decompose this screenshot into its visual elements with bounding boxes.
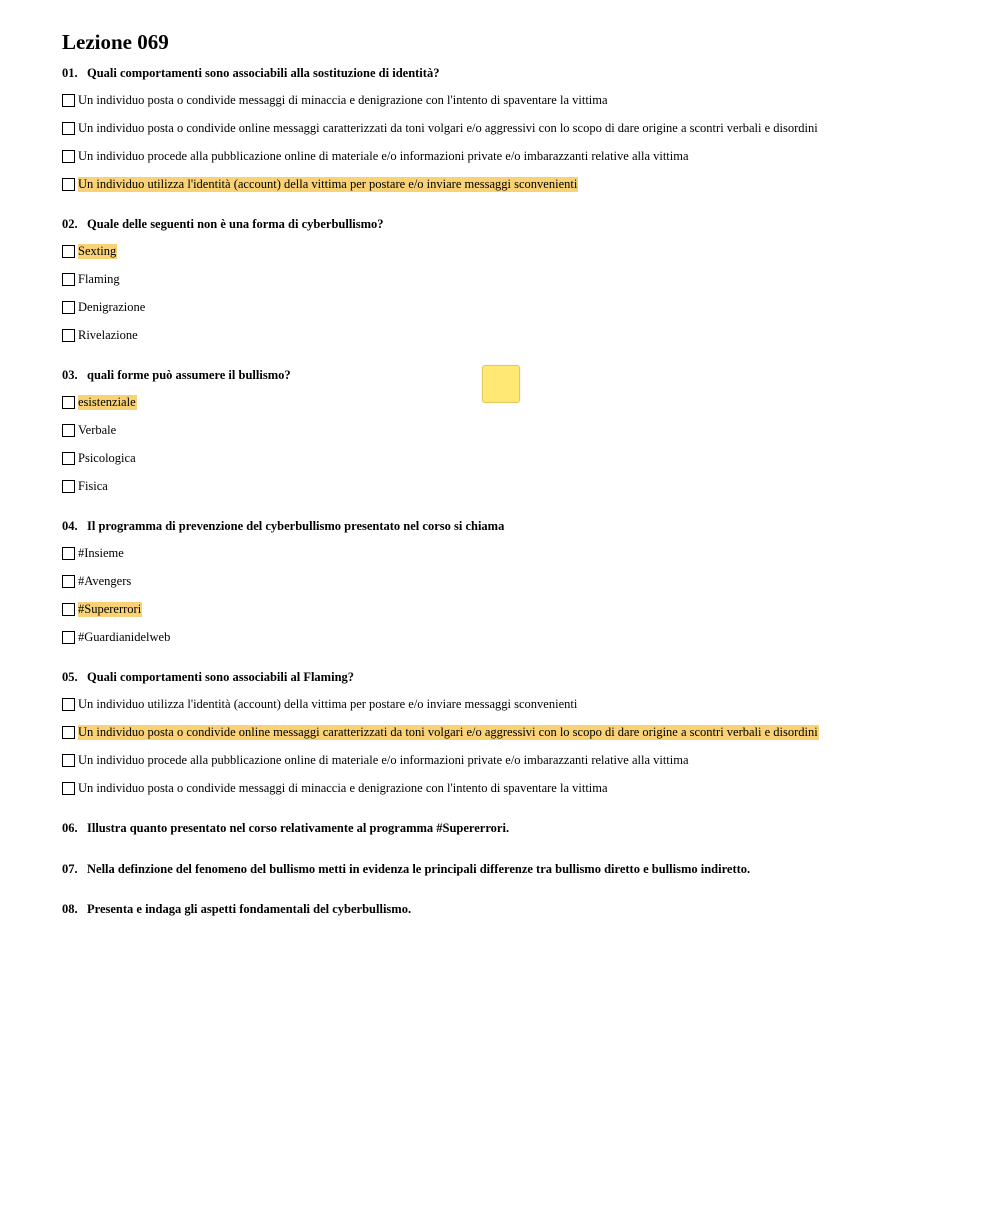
question-text xyxy=(62,861,750,877)
question-text xyxy=(62,216,384,232)
checkbox[interactable] xyxy=(62,754,75,767)
answer-label: Verbale xyxy=(78,422,117,437)
question-prompt: Nella definzione del fenomeno del bullismo metti in evidenza le principali differenze tra bullismo diretto e bullismo indiretto. xyxy=(87,862,751,876)
question-text xyxy=(62,518,504,534)
option-list xyxy=(62,388,291,500)
question-prompt: Il programma di prevenzione del cyberbullismo presentato nel corso si chiama xyxy=(87,519,505,533)
question-8 xyxy=(62,901,411,917)
checkbox[interactable] xyxy=(62,782,75,795)
answer-option[interactable] xyxy=(62,416,291,444)
checkbox[interactable] xyxy=(62,273,75,286)
checkbox[interactable] xyxy=(62,631,75,644)
question-number: 03. xyxy=(62,368,78,382)
checkbox[interactable] xyxy=(62,603,75,616)
checkbox[interactable] xyxy=(62,575,75,588)
question-prompt: Quale delle seguenti non è una forma di cyberbullismo? xyxy=(87,217,384,231)
highlighted-answer-label: #Supererrori xyxy=(78,601,142,616)
option-list xyxy=(62,237,384,349)
question-number: 05. xyxy=(62,670,78,684)
answer-option[interactable] xyxy=(62,472,291,500)
answer-label: Denigrazione xyxy=(78,299,146,314)
checkbox[interactable] xyxy=(62,245,75,258)
answer-label: Un individuo procede alla pubblicazione online di materiale e/o informazioni private e/o imbarazzanti relative alla vittima xyxy=(78,752,689,767)
question-prompt: quali forme può assumere il bullismo? xyxy=(87,368,291,382)
answer-option[interactable] xyxy=(62,114,819,142)
answer-option[interactable] xyxy=(62,293,384,321)
question-text xyxy=(62,901,411,917)
question-number: 04. xyxy=(62,519,78,533)
answer-label: Flaming xyxy=(78,271,120,286)
question-number: 06. xyxy=(62,821,78,835)
question-text xyxy=(62,669,819,685)
question-7 xyxy=(62,861,750,877)
answer-label: Fisica xyxy=(78,478,108,493)
question-5 xyxy=(62,669,819,802)
answer-label: #Insieme xyxy=(78,545,124,560)
answer-label: Rivelazione xyxy=(78,327,138,342)
question-4 xyxy=(62,518,504,651)
question-number: 07. xyxy=(62,862,78,876)
checkbox[interactable] xyxy=(62,698,75,711)
question-number: 02. xyxy=(62,217,78,231)
answer-option[interactable] xyxy=(62,690,819,718)
checkbox[interactable] xyxy=(62,480,75,493)
answer-option[interactable] xyxy=(62,567,504,595)
answer-label: Un individuo utilizza l'identità (account) della vittima per postare e/o inviare messaggi sconvenienti xyxy=(78,696,578,711)
checkbox[interactable] xyxy=(62,178,75,191)
question-3 xyxy=(62,367,291,500)
question-prompt: Quali comportamenti sono associabili al Flaming? xyxy=(87,670,355,684)
question-number: 01. xyxy=(62,66,78,80)
answer-option[interactable] xyxy=(62,388,291,416)
question-2 xyxy=(62,216,384,349)
answer-option[interactable] xyxy=(62,321,384,349)
answer-option[interactable] xyxy=(62,539,504,567)
checkbox[interactable] xyxy=(62,301,75,314)
answer-label: Psicologica xyxy=(78,450,136,465)
answer-option[interactable] xyxy=(62,623,504,651)
answer-label: Un individuo posta o condivide messaggi di minaccia e denigrazione con l'intento di spaventare la vittima xyxy=(78,92,608,107)
highlighted-answer-label: Sexting xyxy=(78,243,117,258)
answer-option[interactable] xyxy=(62,718,819,746)
question-text xyxy=(62,65,819,81)
highlighted-answer-label: esistenziale xyxy=(78,394,136,409)
answer-option[interactable] xyxy=(62,170,819,198)
checkbox[interactable] xyxy=(62,547,75,560)
answer-label: #Avengers xyxy=(78,573,132,588)
page-title: Lezione 069 xyxy=(62,30,169,54)
answer-label: #Guardianidelweb xyxy=(78,629,171,644)
question-6 xyxy=(62,820,509,836)
question-number: 08. xyxy=(62,902,78,916)
document-page xyxy=(62,30,962,916)
option-list xyxy=(62,539,504,651)
question-prompt: Illustra quanto presentato nel corso relativamente al programma #Supererrori. xyxy=(87,821,510,835)
sticky-note-icon[interactable] xyxy=(482,365,520,403)
answer-option[interactable] xyxy=(62,444,291,472)
question-text xyxy=(62,820,509,836)
checkbox[interactable] xyxy=(62,150,75,163)
question-prompt: Quali comportamenti sono associabili alla sostituzione di identità? xyxy=(87,66,440,80)
question-text xyxy=(62,367,291,383)
answer-option[interactable] xyxy=(62,86,819,114)
checkbox[interactable] xyxy=(62,329,75,342)
answer-option[interactable] xyxy=(62,142,819,170)
highlighted-answer-label: Un individuo utilizza l'identità (account) della vittima per postare e/o inviare messaggi sconvenienti xyxy=(78,176,578,191)
checkbox[interactable] xyxy=(62,424,75,437)
answer-option[interactable] xyxy=(62,746,819,774)
checkbox[interactable] xyxy=(62,396,75,409)
checkbox[interactable] xyxy=(62,452,75,465)
answer-option[interactable] xyxy=(62,595,504,623)
option-list xyxy=(62,86,819,198)
answer-option[interactable] xyxy=(62,774,819,802)
checkbox[interactable] xyxy=(62,122,75,135)
answer-label: Un individuo posta o condivide online messaggi caratterizzati da toni volgari e/o aggressivi con lo scopo di dare origine a scontri verbali e disordini xyxy=(78,120,818,135)
question-prompt: Presenta e indaga gli aspetti fondamentali del cyberbullismo. xyxy=(87,902,412,916)
answer-option[interactable] xyxy=(62,265,384,293)
answer-label: Un individuo procede alla pubblicazione online di materiale e/o informazioni private e/o imbarazzanti relative alla vittima xyxy=(78,148,689,163)
answer-option[interactable] xyxy=(62,237,384,265)
checkbox[interactable] xyxy=(62,726,75,739)
question-1 xyxy=(62,65,819,198)
checkbox[interactable] xyxy=(62,94,75,107)
option-list xyxy=(62,690,819,802)
highlighted-answer-label: Un individuo posta o condivide online messaggi caratterizzati da toni volgari e/o aggressivi con lo scopo di dare origine a scontri verbali e disordini xyxy=(78,724,818,739)
answer-label: Un individuo posta o condivide messaggi di minaccia e denigrazione con l'intento di spaventare la vittima xyxy=(78,780,608,795)
